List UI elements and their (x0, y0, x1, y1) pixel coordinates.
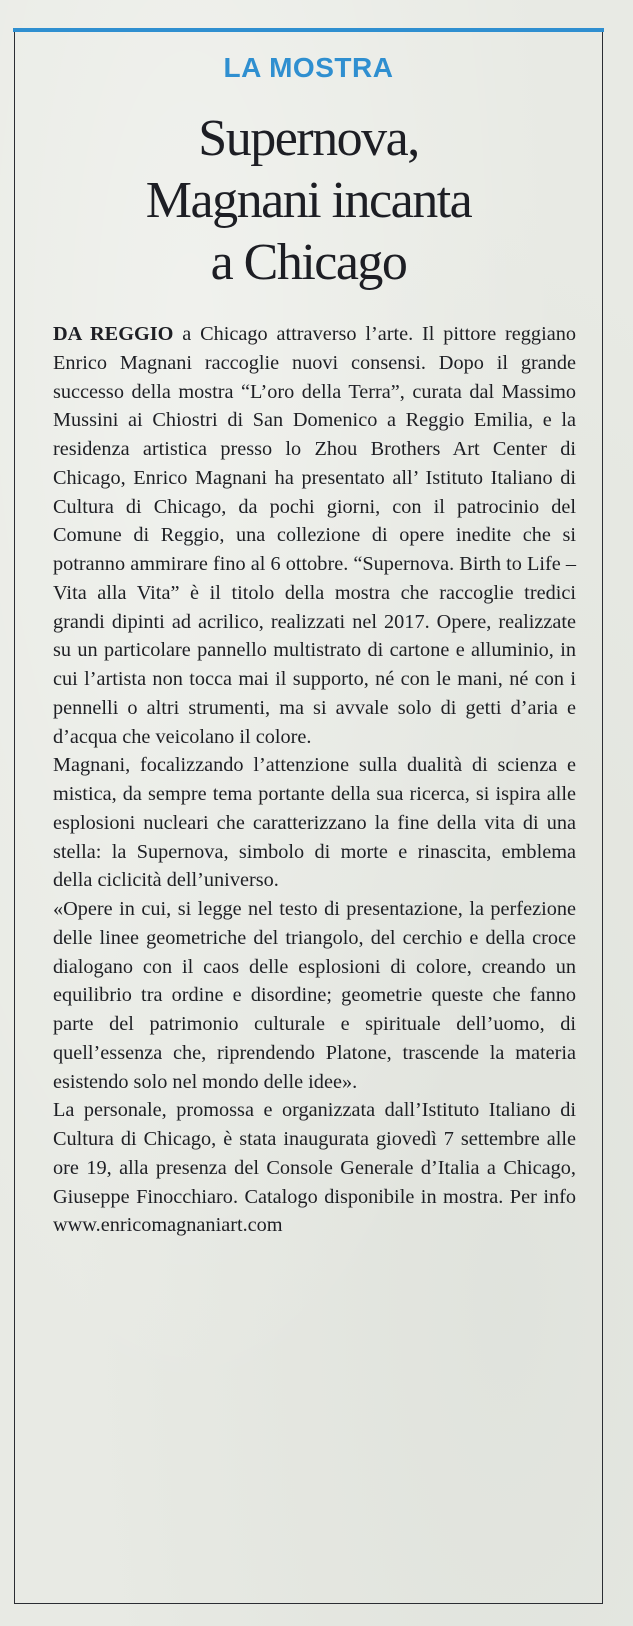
paragraph-3: «Opere in cui, si legge nel testo di presentazione, la perfezione delle linee geometriche del triangolo, del cerchio e della croce dialogano con il caos delle esplosioni di colore, creando un equilibrio tra ordine e disordine; geometrie queste che fanno parte del patrimonio culturale e spirituale dell’uomo, di quell’essenza che, riprendendo Platone, trascende la materia esistendo solo nel mondo delle idee». (53, 898, 576, 1093)
headline-line-2: Magnani incanta (145, 172, 472, 229)
paragraph-1 (53, 320, 576, 751)
paragraph-2: Magnani, focalizzando l’attenzione sulla dualità di scienza e mistica, da sempre tema portante della sua ricerca, si ispira alle esplosioni nucleari che caratterizzano la fine della vita di una stella: la Supernova, simbolo di morte e rinascita, emblema della ciclicità dell’universo. (53, 754, 576, 892)
newspaper-article (14, 30, 603, 1604)
paragraph-1-text: a Chicago attraverso l’arte. Il pittore reggiano Enrico Magnani raccoglie nuovi consensi. Dopo il grande successo della mostra “L’oro della Terra”, curata dal Massimo Mussini ai Chiostri di San Domenico a Reggio Emilia, e la residenza artistica presso lo Zhou Brothers Art Center di Chicago, Enrico Magnani ha presentato all’ Istituto Italiano di Cultura di Chicago, da pochi giorni, con il patrocinio del Comune di Reggio, una collezione di opere inedite che si potranno ammirare fino al 6 ottobre. “Supernova. Birth to Life – Vita alla Vita” è il titolo della mostra che raccoglie tredici grandi dipinti ad acrilico, realizzati nel 2017. Opere, realizzate su un particolare pannello multistrato di cartone e alluminio, in cui l’artista non tocca mai il supporto, né con le mani, né con i pennelli o altri strumenti, ma si avvale solo di getti d’aria e d’acqua che veicolano il colore. (53, 323, 576, 748)
dateline-lead: DA REGGIO (53, 323, 174, 345)
section-kicker: LA MOSTRA (223, 52, 394, 83)
article-body (53, 320, 576, 1240)
headline-line-1: Supernova, (198, 110, 419, 167)
top-accent-rule (13, 28, 604, 32)
paragraph-4: La personale, promossa e organizzata dall’Istituto Italiano di Cultura di Chicago, è stata inaugurata giovedì 7 settembre alle ore 19, alla presenza del Console Generale d’Italia a Chicago, Giuseppe Finocchiaro. Catalogo disponibile in mostra. Per info www.enricomagnaniart.com (53, 1099, 576, 1237)
headline (15, 108, 602, 294)
headline-line-3: a Chicago (210, 234, 407, 291)
